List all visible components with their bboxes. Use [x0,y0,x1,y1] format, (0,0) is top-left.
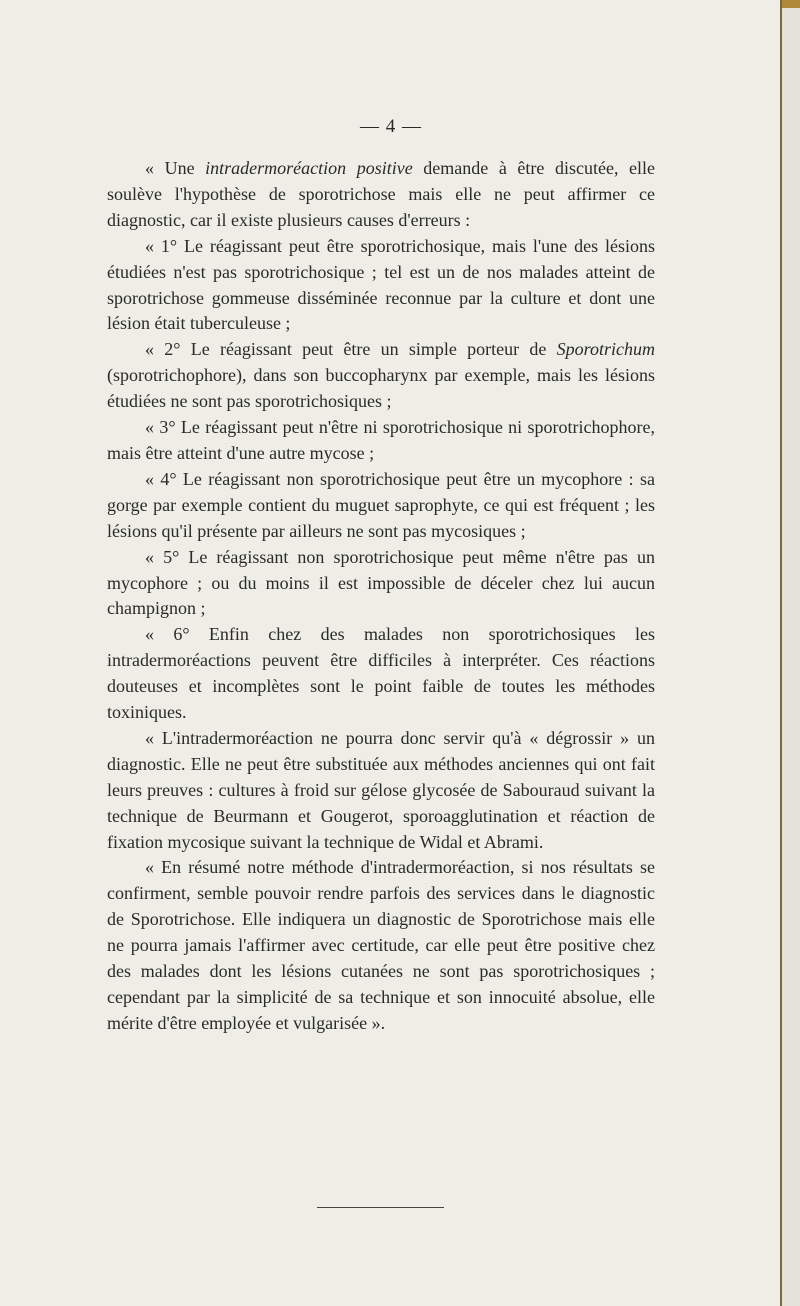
paragraph-3-lead: « 2° Le réagissant peut être un simple porteur de [145,339,557,360]
paragraph-7: « 6° Enfin chez des malades non sporotrichosiques les intradermoréactions peuvent être difficiles à interpréter. Ces réactions douteuses et incomplètes sont le point faible de toutes les méthodes toxiniques. [107,624,655,723]
adjacent-page-edge [780,0,800,1306]
end-rule [317,1207,444,1208]
paragraph-4: « 3° Le réagissant peut n'être ni sporotrichosique ni sporotrichophore, mais être atteint d'une autre mycose ; [107,417,655,463]
paragraph-1-lead: « Une [145,158,206,178]
paragraph-2: « 1° Le réagissant peut être sporotrichosique, mais l'une des lésions étudiées n'est pas sporotrichosique ; tel est un de nos malades atteint de sporotrichose gommeuse disséminée reconnue par la culture et dont une lésion était tuberculeuse ; [107,235,655,334]
paragraph-1-italic: intradermoréaction positive [205,158,413,178]
paragraph-5: « 4° Le réagissant non sporotrichosique peut être un mycophore : sa gorge par exemple contient du muguet saprophyte, ce qui est fréquent ; les lésions qu'il présente par ailleurs ne sont pas mycosiques ; [107,468,655,541]
paragraph-9: « En résumé notre méthode d'intradermoréaction, si nos résultats se confirment, semble pouvoir rendre parfois des services dans le diagnostic de Sporotrichose. Elle indiquera un diagnostic de Sporotrichose mais elle ne pourra jamais l'affirmer avec certitude, car elle peut être positive chez des malades dont les lésions cutanées ne sont pas sporotrichosiques ; cependant par la simplicité de sa technique et son innocuité absolue, elle mérite d'être employée et vulgarisée ». [107,857,655,1033]
body-text [107,156,655,1037]
paragraph-8: « L'intradermoréaction ne pourra donc servir qu'à « dégrossir » un diagnostic. Elle ne peut être substituée aux méthodes anciennes qui ont fait leurs preuves : cultures à froid sur gélose glycosée de Sabouraud suivant la technique de Beurmann et Gougerot, sporoagglutination et réaction de fixation mycosique suivant la technique de Widal et Abrami. [107,727,655,852]
page-edge-tab [782,0,800,8]
paragraph-6: « 5° Le réagissant non sporotrichosique peut même n'être pas un mycophore ; ou du moins il est impossible de déceler chez lui aucun champignon ; [107,546,655,619]
paragraph-3-rest: (sporotrichophore), dans son buccopharynx par exemple, mais les lésions étudiées ne sont pas sporotrichosiques ; [107,365,655,412]
paragraph-3-italic: Sporotrichum [556,339,655,360]
page-number: — 4 — [360,116,422,137]
paragraph-3 [107,337,655,415]
paragraph-1-rest: demande à être discutée, elle soulève l'hypothèse de sporotrichose mais elle ne peut affirmer ce diagnostic, car il existe plusieurs causes d'erreurs : [107,158,655,230]
paragraph-1 [107,156,655,234]
